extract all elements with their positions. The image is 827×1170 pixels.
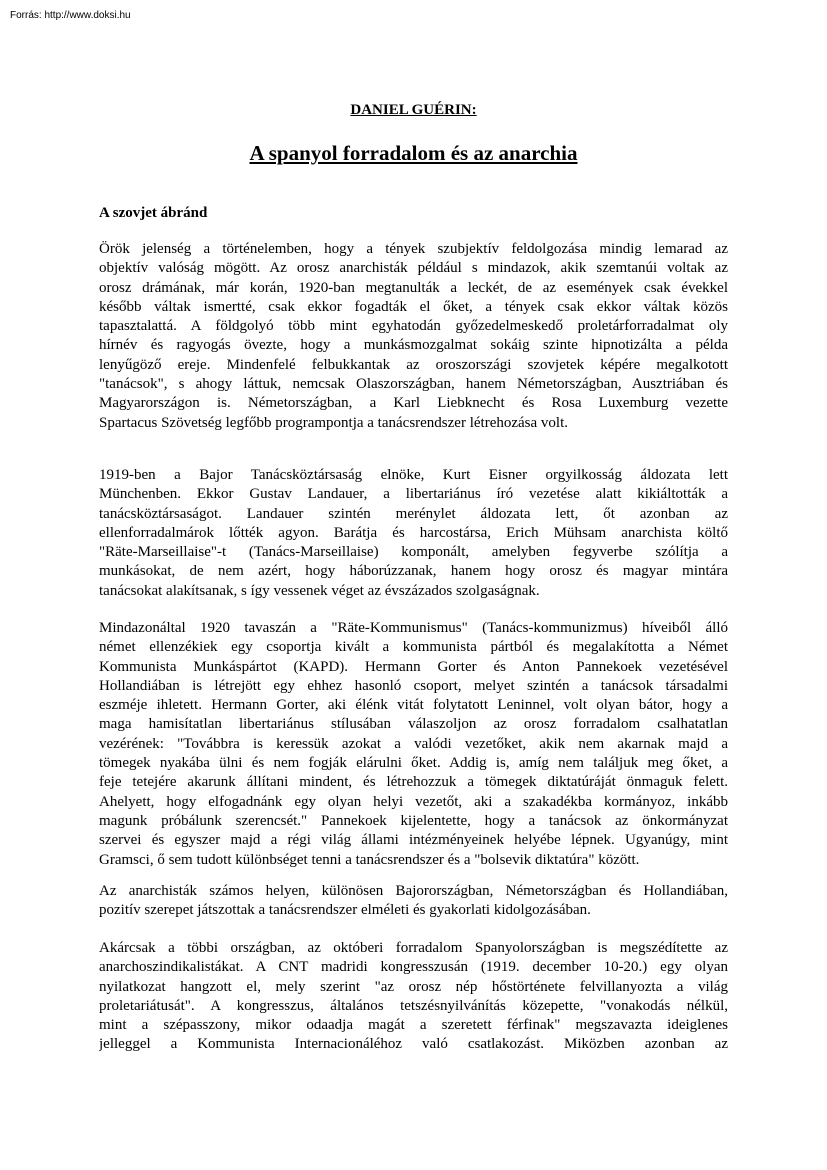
text-line: eszméje ihletett. Hermann Gorter, aki élénk vitát folytatott Leninnel, volt olyan bátor, hogy a (99, 697, 728, 714)
text-line: ellenforradalmárok lőtték agyon. Barátja és harcostársa, Erich Mühsam anarchista költő (99, 524, 728, 541)
text-line: anarchoszindikalistákat. A CNT madridi kongresszusán (1919. december 10-20.) egy olyan (99, 959, 728, 976)
text-line: Gramsci, ő sem tudott különbséget tenni a tanácsrendszer és a "bolsevik diktatúra" között. (99, 851, 640, 868)
text-line: tapasztalattá. A földgolyó több mint egyhatodán győzedelmeskedő proletárforradalmat oly (99, 318, 728, 335)
text-line: szervei és egyszer majd a régi világ állami intézményeinek helyébe lépnek. Ugyanúgy, mint (99, 832, 728, 849)
paragraph-2 (99, 466, 728, 601)
text-line: "tanácsok", s ahogy láttuk, nemcsak Olaszországban, hanem Németországban, Ausztriában és (99, 376, 728, 393)
text-line: mint a szépasszony, mikor odaadja magát a szeretett férfinak" megszavazta ideiglenes (99, 1017, 728, 1034)
text-line: Örök jelenség a történelemben, hogy a tények szubjektív feldolgozása mindig lemarad az (99, 241, 728, 257)
text-line: tanácsokat alakítsanak, s így vessenek véget az évszázados szolgaságnak. (99, 582, 540, 599)
text-line: Münchenben. Ekkor Gustav Landauer, a libertariánus író vezetése alatt kikiáltották a (99, 486, 728, 503)
text-line: pozitív szerepet játszottak a tanácsrendszer elméleti és gyakorlati kidolgozásában. (99, 902, 591, 919)
text-line: proletariátusát". A kongresszus, általános tetszésnyilvánítás közepette, "vonakodás nélkül, (99, 997, 728, 1014)
text-line: német ellenzékiek egy csoportja kivált a kommunista pártból és megalakította a Német (99, 639, 728, 656)
text-line: "Räte-Marseillaise"-t (Tanács-Marseillaise) komponált, amelyben fegyverbe szólítja a (99, 544, 728, 561)
paragraph-5 (99, 939, 728, 1055)
section-heading: A szovjet ábránd (99, 205, 208, 221)
text-line: tömegek nyakába ülni és nem fogják elárulni őket. Addig is, amíg nem találjuk meg őket, a (99, 755, 728, 772)
source-note: Forrás: http://www.doksi.hu (10, 10, 131, 21)
text-line: munkásokat, de nem azért, hogy háborúzzanak, hanem hogy orosz és magyar mintára (99, 563, 728, 580)
text-line: 1919-ben a Bajor Tanácsköztársaság elnöke, Kurt Eisner orgyilkosság áldozata lett (99, 467, 728, 483)
text-line: tanácsköztársaságot. Landauer szintén merénylet áldozata lett, őt azonban az (99, 505, 728, 522)
text-line: orosz drámának, már korán, 1920-ban megtanulták a leckét, de az események csak évekkel (99, 279, 728, 296)
text-line: magunk próbálunk szerencsét." Pannekoek kijelentette, hogy a tanácsok az önkormányzat (99, 812, 728, 829)
text-line: objektív valóság mögött. Az orosz anarchisták például s mindazok, akik szemtanúi voltak az (99, 260, 728, 277)
text-line: Spartacus Szövetség legfőbb programpontja a tanácsrendszer létrehozása volt. (99, 414, 568, 431)
text-line: nyilatkozat hangzott el, mely szerint "az orosz nép hőstörténete felvillanyozta a világ (99, 978, 728, 995)
text-line: később váltak ismertté, csak ekkor fogadták el őket, a tények csak ekkor váltak közös (99, 298, 728, 315)
text-line: Akárcsak a többi országban, az októberi forradalom Spanyolországban is megszédítette az (99, 940, 728, 956)
paragraph-4 (99, 882, 728, 921)
text-line: lenyűgöző ereje. Mindenfelé felbukkantak az oroszországi szovjetek képére megalkotott (99, 356, 728, 373)
text-line: hírnév és ragyogás övezte, hogy a munkásmozgalmat sokáig szinte hipnotizálta a példa (99, 337, 728, 354)
text-line: Az anarchisták számos helyen, különösen Bajorországban, Németországban és Hollandiában, (99, 883, 728, 899)
text-line: jelleggel a Kommunista Internacionáléhoz való csatlakozást. Miközben azonban az (99, 1036, 728, 1053)
text-line: Hollandiában is létrejött egy ehhez hasonló csoport, melyet szintén a tanácsok társadalmi (99, 677, 728, 694)
text-line: Kommunista Munkáspártot (KAPD). Hermann Gorter és Anton Pannekoek vezetésével (99, 658, 728, 675)
text-line: vezérének: "Továbbra is keressük azokat a valódi vezetőket, akik nem akarnak majd a (99, 735, 728, 752)
text-line: feje tetejére akarunk állítani mindent, és létrehozzuk a tömegek diktatúráját önmaguk felett. (99, 774, 728, 791)
text-line: maga hamisítatlan libertariánus stílusában válaszoljon az orosz forradalom csalhatatlan (99, 716, 728, 733)
paragraph-3 (99, 619, 728, 870)
text-line: Magyarországon is. Németországban, a Karl Liebknecht és Rosa Luxemburg vezette (99, 395, 728, 412)
text-line: Mindazonáltal 1920 tavaszán a "Räte-Kommunismus" (Tanács-kommunizmus) híveiből álló (99, 620, 728, 636)
author-name: DANIEL GUÉRIN: (350, 102, 477, 118)
document-title: A spanyol forradalom és az anarchia (249, 141, 578, 165)
paragraph-1 (99, 240, 728, 433)
text-line: Ahelyett, hogy elfogadnánk egy olyan helyi vezetőt, aki a szakadékba kormányoz, inkább (99, 793, 728, 810)
